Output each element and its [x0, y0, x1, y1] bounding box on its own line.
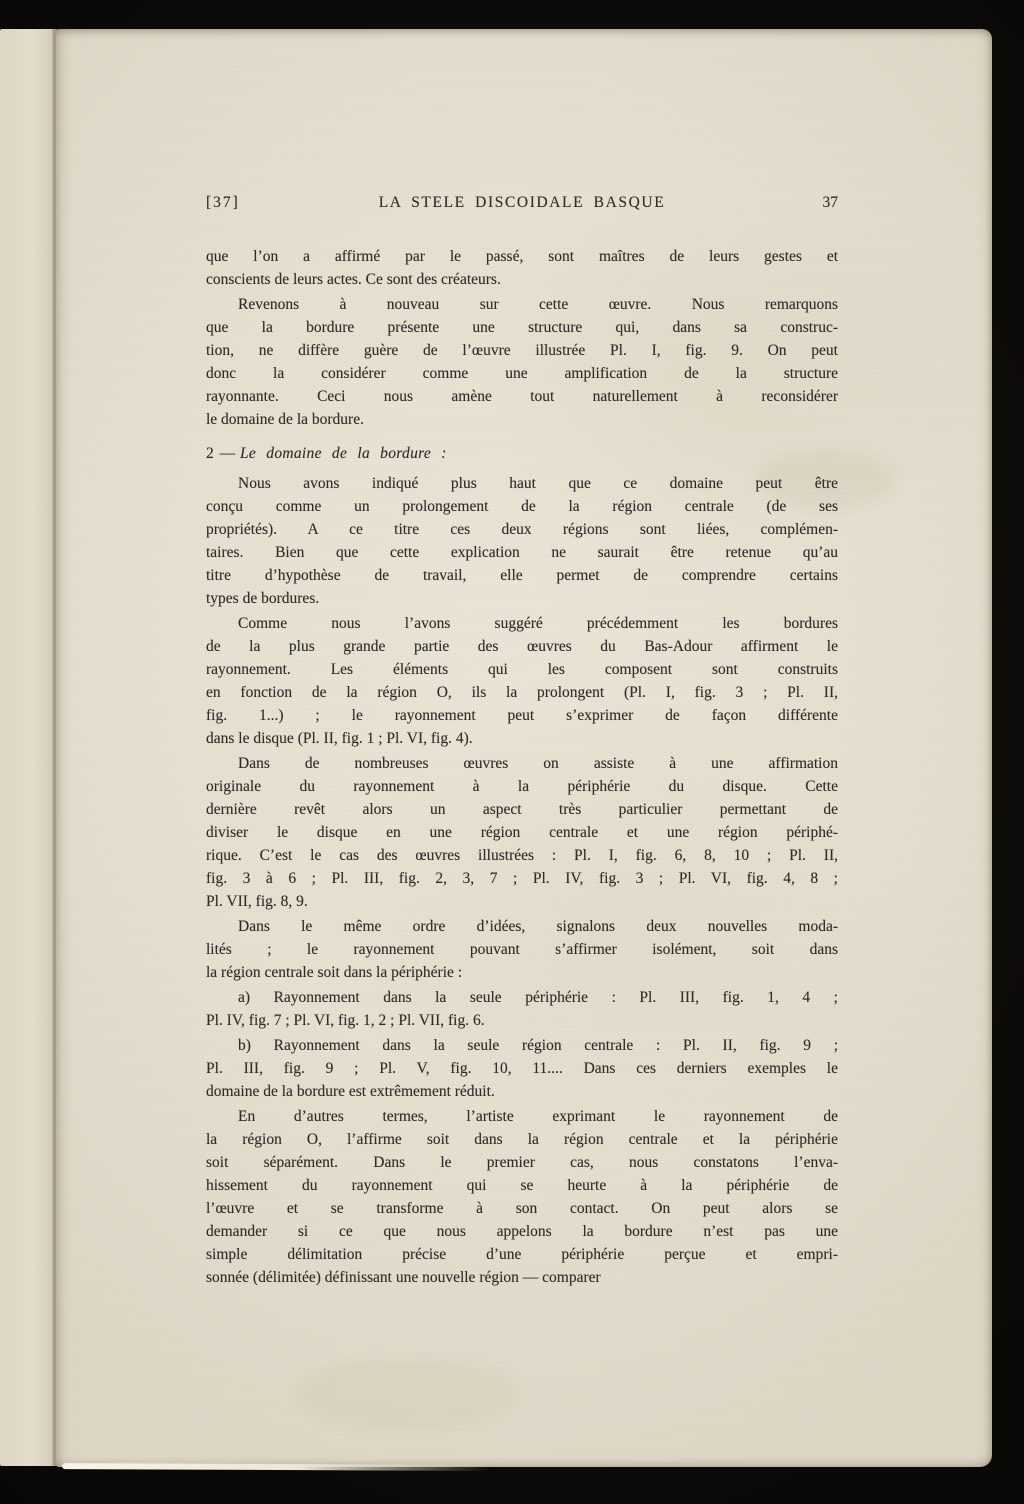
text-line: tion, ne diffère guère de l’œuvre illustrée Pl. I, fig. 9. On peut: [206, 342, 838, 359]
text-line: originale du rayonnement à la périphérie du disque. Cette: [206, 778, 838, 795]
text-line: fig. 1...) ; le rayonnement peut s’exprimer de façon différente: [206, 707, 838, 724]
text-line: que la bordure présente une structure qui, dans sa construc-: [206, 319, 838, 336]
text-line: Comme nous l’avons suggéré précédemment les bordures: [238, 615, 838, 632]
book-page: [56, 29, 992, 1467]
running-title: LA STELE DISCOIDALE BASQUE: [378, 194, 666, 211]
previous-page-edge: [0, 29, 57, 1466]
text-line: Nous avons indiqué plus haut que ce domaine peut être: [238, 475, 838, 492]
paragraph: [206, 915, 838, 984]
text-block: [206, 194, 838, 1289]
text-line: taires. Bien que cette explication ne saurait être retenue qu’au: [206, 544, 838, 561]
text-line: hissement du rayonnement qui se heurte à la périphérie de: [206, 1177, 838, 1194]
text-line: a) Rayonnement dans la seule périphérie : Pl. III, fig. 1, 4 ;: [238, 989, 838, 1006]
text-line: En d’autres termes, l’artiste exprimant le rayonnement de: [238, 1108, 838, 1125]
text-line: demander si ce que nous appelons la bordure n’est pas une: [206, 1223, 838, 1240]
section-number: 2 —: [206, 445, 237, 462]
paragraph: [206, 293, 838, 431]
text-line: domaine de la bordure est extrêmement réduit.: [206, 1083, 495, 1100]
text-line: Dans de nombreuses œuvres on assiste à une affirmation: [238, 755, 838, 772]
paper-stain: [296, 1359, 516, 1429]
text-line: b) Rayonnement dans la seule région centrale : Pl. II, fig. 9 ;: [238, 1037, 838, 1054]
text-line: dernière revêt alors un aspect très particulier permettant de: [206, 801, 838, 818]
page-header: [206, 194, 838, 216]
text-line: rique. C’est le cas des œuvres illustrées : Pl. I, fig. 6, 8, 10 ; Pl. II,: [206, 847, 838, 864]
paragraph: [206, 245, 838, 291]
text-line: diviser le disque en une région centrale et une région périphé-: [206, 824, 838, 841]
text-line: de la plus grande partie des œuvres du Bas-Adour affirment le: [206, 638, 838, 655]
text-line: donc la considérer comme une amplification de la structure: [206, 365, 838, 382]
text-line: rayonnante. Ceci nous amène tout naturellement à reconsidérer: [206, 388, 838, 405]
text-line: dans le disque (Pl. II, fig. 1 ; Pl. VI, fig. 4).: [206, 730, 473, 747]
text-line: la région O, l’affirme soit dans la région centrale et la périphérie: [206, 1131, 838, 1148]
text-line: que l’on a affirmé par le passé, sont maîtres de leurs gestes et: [206, 248, 838, 265]
text-line: sonnée (délimitée) définissant une nouvelle région — comparer: [206, 1269, 601, 1286]
page-stack-edge: [62, 1463, 492, 1471]
paragraph: [206, 612, 838, 750]
text-line: Dans le même ordre d’idées, signalons deux nouvelles moda-: [238, 918, 838, 935]
text-line: Revenons à nouveau sur cette œuvre. Nous remarquons: [238, 296, 838, 313]
text-line: simple délimitation précise d’une périphérie perçue et empri-: [206, 1246, 838, 1263]
paragraph: [206, 986, 838, 1032]
text-line: types de bordures.: [206, 590, 320, 607]
paragraph: [206, 1034, 838, 1103]
text-line: titre d’hypothèse de travail, elle permet de comprendre certains: [206, 567, 838, 584]
section-heading: [206, 442, 838, 465]
section-title: Le domaine de la bordure :: [240, 445, 447, 462]
margin-folio: [37]: [206, 194, 240, 211]
text-line: le domaine de la bordure.: [206, 411, 364, 428]
paragraph: [206, 472, 838, 610]
text-line: fig. 3 à 6 ; Pl. III, fig. 2, 3, 7 ; Pl. IV, fig. 3 ; Pl. VI, fig. 4, 8 ;: [206, 870, 838, 887]
text-line: Pl. III, fig. 9 ; Pl. V, fig. 10, 11.... Dans ces derniers exemples le: [206, 1060, 838, 1077]
text-line: Pl. IV, fig. 7 ; Pl. VI, fig. 1, 2 ; Pl. VII, fig. 6.: [206, 1012, 485, 1029]
text-line: lités ; le rayonnement pouvant s’affirmer isolément, soit dans: [206, 941, 838, 958]
text-line: conscients de leurs actes. Ce sont des créateurs.: [206, 271, 501, 288]
text-line: Pl. VII, fig. 8, 9.: [206, 893, 308, 910]
page-number: 37: [822, 194, 838, 211]
text-line: propriétés). A ce titre ces deux régions sont liées, complémen-: [206, 521, 838, 538]
text-line: conçu comme un prolongement de la région centrale (de ses: [206, 498, 838, 515]
text-line: soit séparément. Dans le premier cas, nous constatons l’enva-: [206, 1154, 838, 1171]
paragraph: [206, 1105, 838, 1289]
page-body: [206, 245, 838, 1289]
text-line: la région centrale soit dans la périphérie :: [206, 964, 463, 981]
text-line: l’œuvre et se transforme à son contact. On peut alors se: [206, 1200, 838, 1217]
text-line: en fonction de la région O, ils la prolongent (Pl. I, fig. 3 ; Pl. II,: [206, 684, 838, 701]
paragraph: [206, 752, 838, 913]
text-line: rayonnement. Les éléments qui les composent sont construits: [206, 661, 838, 678]
